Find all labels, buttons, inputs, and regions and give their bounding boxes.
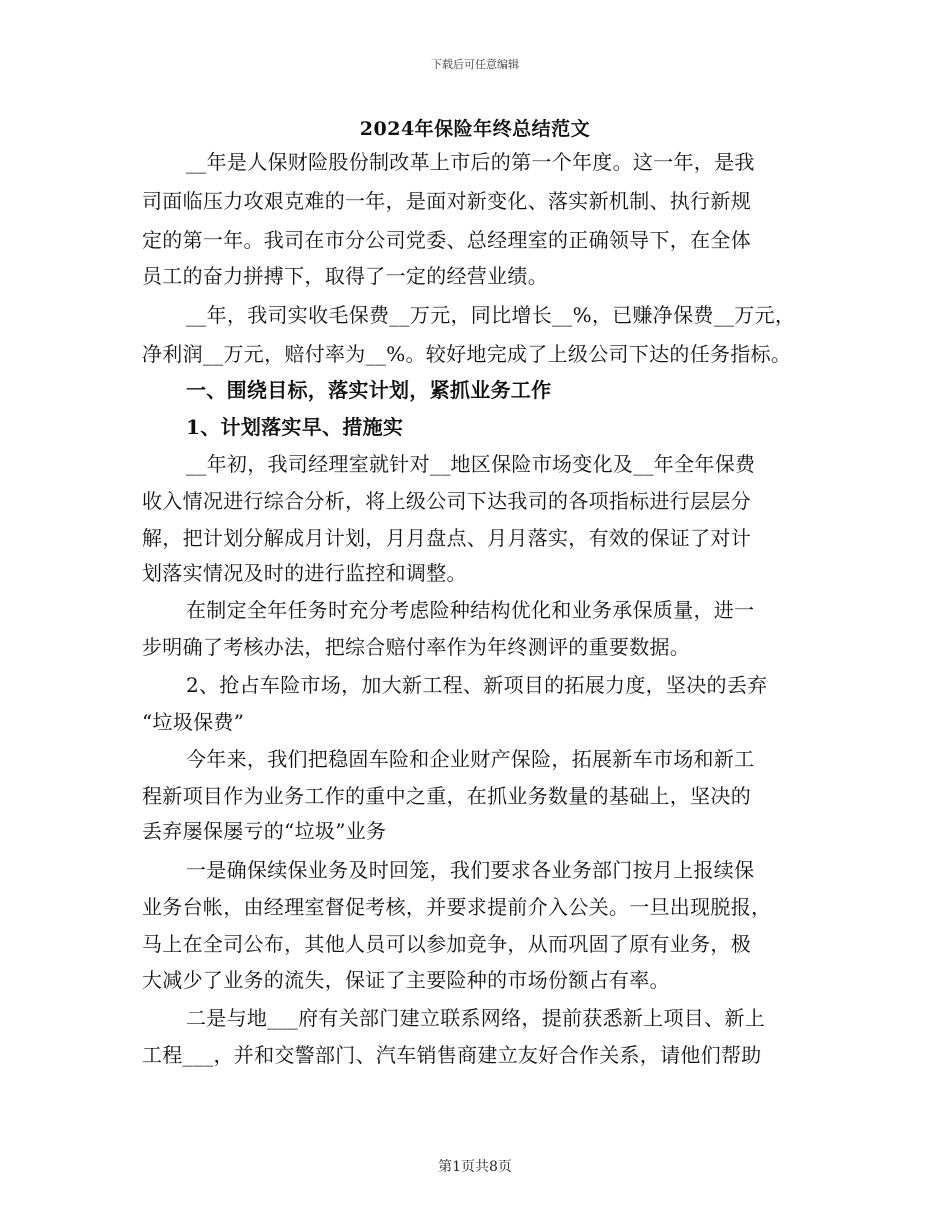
body-line: 程新项目作为业务工作的重中之重，在抓业务数量的基础上，坚决的 bbox=[142, 784, 751, 808]
body-line: 定的第一年。我司在市分公司党委、总经理室的正确领导下，在全体 bbox=[142, 228, 751, 252]
body-line: 收入情况进行综合分析，将上级公司下达我司的各项指标进行层层分 bbox=[142, 489, 751, 513]
section-heading: 一、围绕目标，落实计划，紧抓业务工作 bbox=[186, 378, 552, 402]
header-note: 下载后可任意编辑 bbox=[431, 58, 519, 71]
document-title: 2024年保险年终总结范文 bbox=[359, 118, 591, 140]
body-line: 员工的奋力拼搏下，取得了一定的经营业绩。 bbox=[142, 264, 548, 288]
body-line: “垃圾保费” bbox=[142, 710, 245, 734]
body-line: 工程___，并和交警部门、汽车销售商建立友好合作关系，请他们帮助 bbox=[142, 1043, 762, 1067]
body-line: __年，我司实收毛保费__万元，同比增长__%，已赚净保费__万元， bbox=[186, 303, 796, 327]
body-line: 马上在全司公布，其他人员可以参加竞争，从而巩固了原有业务，极 bbox=[142, 932, 751, 956]
page-number: 第1页共8页 bbox=[438, 1159, 512, 1175]
body-line: 解，把计划分解成月计划，月月盘点、月月落实，有效的保证了对计 bbox=[142, 526, 751, 550]
body-line: 业务台帐，由经理室督促考核，并要求提前介入公关。一旦出现脱报， bbox=[142, 895, 772, 919]
subsection-heading: 2、抢占车险市场，加大新工程、新项目的拓展力度，坚决的丢弃 bbox=[186, 673, 768, 697]
body-line: __年初，我司经理室就针对__地区保险市场变化及__年全年保费 bbox=[186, 452, 756, 476]
body-line: __年是人保财险股份制改革上市后的第一个年度。这一年，是我 bbox=[186, 150, 755, 174]
body-line: 净利润__万元，赔付率为__%。较好地完成了上级公司下达的任务指标。 bbox=[142, 342, 792, 366]
body-line: 二是与地___府有关部门建立联系网络，提前获悉新上项目、新上 bbox=[186, 1006, 765, 1030]
body-line: 划落实情况及时的进行监控和调整。 bbox=[142, 561, 467, 585]
body-line: 步明确了考核办法，把综合赔付率作为年终测评的重要数据。 bbox=[142, 635, 691, 659]
body-line: 在制定全年任务时充分考虑险种结构优化和业务承保质量，进一 bbox=[186, 598, 755, 622]
body-line: 丢弃屡保屡亏的“垃圾”业务 bbox=[142, 819, 387, 843]
body-line: 司面临压力攻艰克难的一年，是面对新变化、落实新机制、执行新规 bbox=[142, 189, 751, 213]
subsection-heading: 1、计划落实早、措施实 bbox=[186, 415, 404, 439]
body-line: 一是确保续保业务及时回笼，我们要求各业务部门按月上报续保 bbox=[186, 858, 755, 882]
body-line: 大减少了业务的流失，保证了主要险种的市场份额占有率。 bbox=[142, 968, 670, 992]
body-line: 今年来，我们把稳固车险和企业财产保险，拓展新车市场和新工 bbox=[186, 747, 755, 771]
